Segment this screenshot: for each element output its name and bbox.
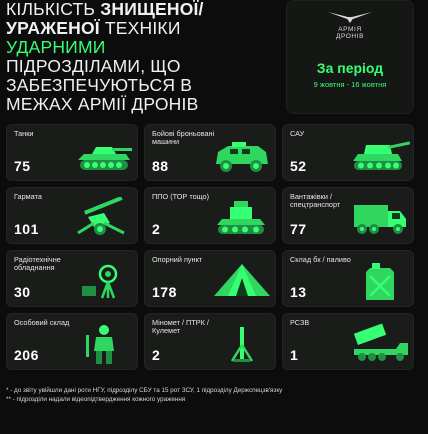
title-text: ТЕХНІКИ — [99, 18, 181, 38]
stat-value: 2 — [152, 347, 161, 363]
bottom-strip — [0, 416, 428, 434]
mortar-icon — [212, 323, 272, 365]
stat-label: ППО (ТОР тощо) — [152, 192, 210, 201]
title-line-4: ПІДРОЗДІЛАМИ, ЩО — [6, 56, 181, 76]
stat-card-radio-equipment — [6, 250, 138, 307]
cannon-icon — [74, 197, 134, 239]
stat-label: Опорний пункт — [152, 255, 203, 264]
title-text: КІЛЬКІСТЬ — [6, 0, 101, 19]
stat-value: 88 — [152, 158, 169, 174]
title-line-5: ЗАБЕЗПЕЧУЮТЬСЯ В — [6, 75, 193, 95]
title-emphasis: ЗНИЩЕНОЇ/ — [100, 0, 204, 19]
soldier-icon — [74, 323, 134, 365]
tank-icon — [74, 134, 134, 176]
report-title — [6, 0, 276, 114]
stat-card-strongpoint — [144, 250, 276, 307]
stat-card-air-defense — [144, 187, 276, 244]
title-line-2 — [6, 19, 276, 38]
stat-label: Бойові броньовані машини — [152, 129, 215, 147]
footnote-1: * - до звіту увійшли дані роти НГУ, підрозділу СБУ та 15 рот ЗСУ, 1 підрозділу Держспецзв'язку — [6, 387, 283, 394]
stat-value: 1 — [290, 347, 299, 363]
rocket-launcher-icon — [350, 323, 410, 365]
self-propelled-artillery-icon — [350, 134, 410, 176]
radio-equipment-icon — [74, 260, 134, 302]
stat-value: 75 — [14, 158, 31, 174]
title-line-3: УДАРНИМИ — [6, 37, 106, 57]
stat-label: Гармата — [14, 192, 42, 201]
period-box — [286, 0, 414, 114]
air-defense-icon — [212, 197, 272, 239]
brand-line-2: ДРОНІВ — [335, 33, 365, 40]
stat-value: 101 — [14, 221, 39, 237]
stat-label: Міномет / ПТРК /Кулемет — [152, 318, 209, 336]
stat-label: САУ — [290, 129, 305, 138]
title-line-1 — [6, 0, 276, 19]
stat-value: 52 — [290, 158, 307, 174]
truck-icon — [350, 197, 410, 239]
stat-card-tanks — [6, 124, 138, 181]
stat-card-mlrs — [282, 313, 414, 370]
footnote-2: ** - підрозділи надали відеопідтвердження кожного ураження — [6, 396, 186, 403]
stat-value: 30 — [14, 284, 31, 300]
stat-card-trucks — [282, 187, 414, 244]
stat-card-mortar-atgm-mg — [144, 313, 276, 370]
brand-line-1: АРМІЯ — [338, 26, 362, 33]
stat-label: Вантажівки / спецтранспорт — [290, 192, 341, 210]
armored-vehicle-icon — [212, 134, 272, 176]
stat-value: 206 — [14, 347, 39, 363]
footnotes — [6, 386, 422, 404]
stat-card-spg — [282, 124, 414, 181]
stat-value: 178 — [152, 284, 177, 300]
tent-icon — [212, 260, 272, 302]
stat-value: 2 — [152, 221, 161, 237]
stat-card-personnel — [6, 313, 138, 370]
title-line-6: МЕЖАХ АРМІЇ ДРОНІВ — [6, 94, 199, 114]
stat-card-ammo-fuel-depot — [282, 250, 414, 307]
stat-value: 77 — [290, 221, 307, 237]
army-of-drones-logo — [286, 8, 414, 40]
fuel-canister-icon — [350, 260, 410, 302]
stats-grid — [6, 124, 414, 370]
stat-label: Радіотехнічне обладнання — [14, 255, 61, 273]
stat-value: 13 — [290, 284, 307, 300]
period-dates: 9 жовтня - 16 жовтня — [313, 80, 387, 89]
stat-label: Танки — [14, 129, 34, 138]
stat-label: Склад бк / паливо — [290, 255, 351, 264]
stat-card-armored-vehicles — [144, 124, 276, 181]
stat-label: Особовий склад — [14, 318, 70, 327]
drone-icon — [326, 8, 374, 26]
period-title: За період — [316, 60, 384, 76]
stat-label: РСЗВ — [290, 318, 310, 327]
title-emphasis: УРАЖЕНОЇ — [6, 18, 100, 38]
stat-card-cannons — [6, 187, 138, 244]
